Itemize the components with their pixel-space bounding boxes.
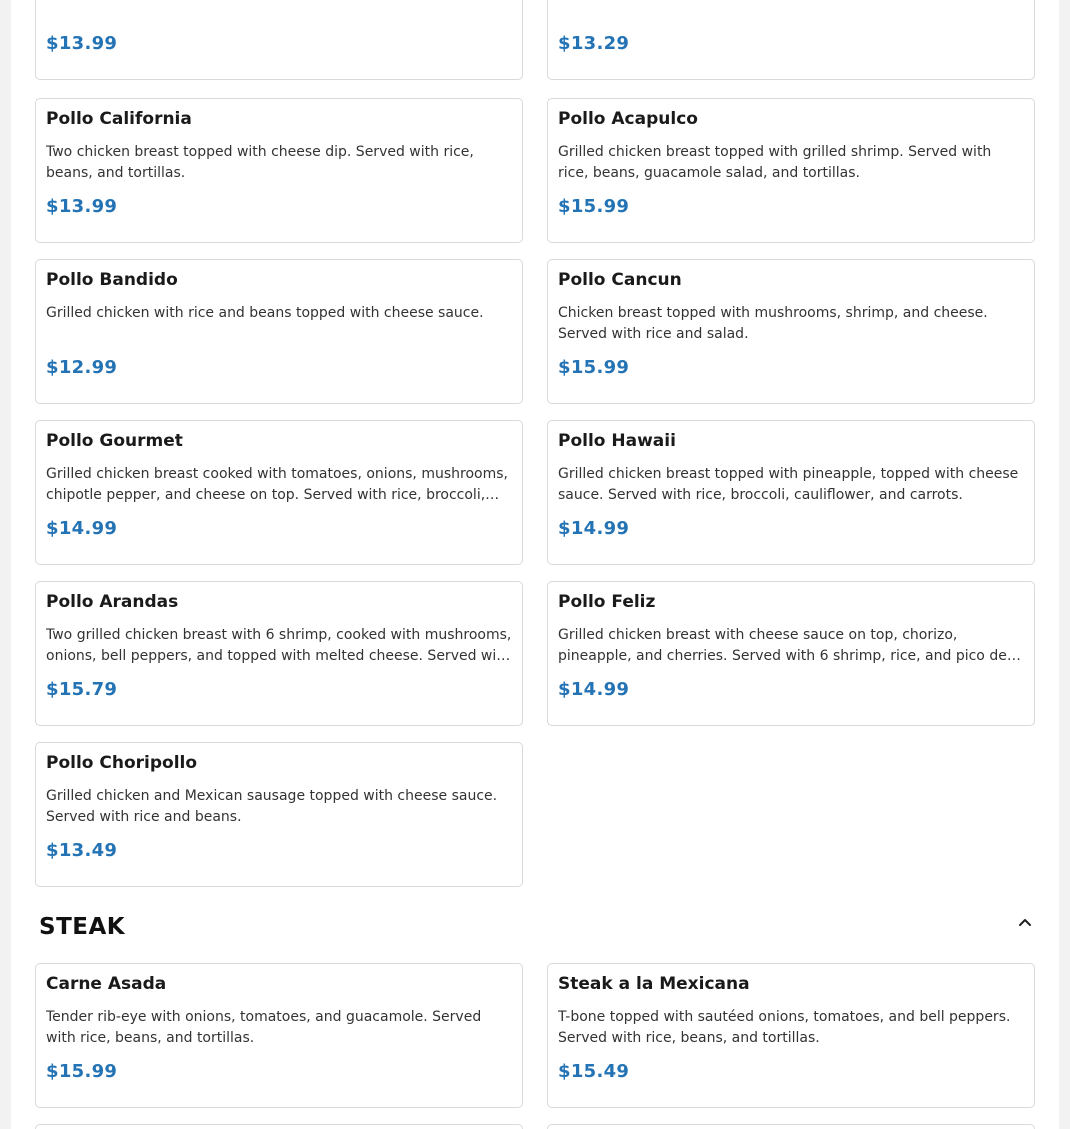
item-price: $14.99 bbox=[46, 518, 118, 539]
item-description: Two grilled chicken breast with 6 shrimp, cooked with mushrooms, onions, bell peppers, and topped with melted cheese. Served with bbox=[46, 627, 512, 664]
menu-item-card[interactable] bbox=[35, 742, 523, 887]
menu-item-card[interactable] bbox=[35, 259, 523, 404]
menu-item-card[interactable] bbox=[547, 581, 1035, 726]
item-name: Pollo California bbox=[46, 109, 192, 129]
menu-item-card[interactable] bbox=[35, 1124, 523, 1129]
item-price: $15.79 bbox=[46, 679, 118, 700]
menu-item-card[interactable] bbox=[547, 0, 1035, 80]
item-price: $15.99 bbox=[558, 357, 630, 378]
item-price: $15.99 bbox=[558, 196, 630, 217]
item-description: Grilled chicken breast topped with pineapple, topped with cheese sauce. Served with rice, broccoli, cauliflower, and carrots. bbox=[558, 466, 1019, 503]
item-name: Pollo Choripollo bbox=[46, 753, 198, 773]
menu-item-card[interactable] bbox=[547, 259, 1035, 404]
item-price: $13.99 bbox=[46, 196, 118, 217]
collapse-section-button[interactable] bbox=[1013, 912, 1037, 936]
item-price: $14.99 bbox=[558, 679, 630, 700]
item-name: Pollo Cancun bbox=[558, 270, 682, 290]
item-price: $15.49 bbox=[558, 1061, 630, 1082]
section-title: STEAK bbox=[39, 914, 126, 940]
item-name: Pollo Feliz bbox=[558, 592, 656, 612]
item-description bbox=[558, 0, 1024, 21]
menu-item-card[interactable] bbox=[547, 420, 1035, 565]
item-price: $13.29 bbox=[558, 33, 630, 54]
item-price: $13.49 bbox=[46, 840, 118, 861]
menu-item-card[interactable] bbox=[35, 98, 523, 243]
item-name: Steak a la Mexicana bbox=[558, 974, 750, 994]
item-description: Grilled chicken with rice and beans topped with cheese sauce. bbox=[46, 305, 484, 321]
menu-item-card[interactable] bbox=[35, 420, 523, 565]
menu-item-card[interactable] bbox=[547, 1124, 1035, 1129]
item-name: Pollo Acapulco bbox=[558, 109, 698, 129]
chevron-up-icon bbox=[1017, 914, 1033, 934]
item-price: $15.99 bbox=[46, 1061, 118, 1082]
menu-panel bbox=[11, 0, 1059, 1129]
item-name: Carne Asada bbox=[46, 974, 167, 994]
item-name: Pollo Bandido bbox=[46, 270, 178, 290]
item-price: $12.99 bbox=[46, 357, 118, 378]
item-description: Grilled chicken breast with cheese sauce on top, chorizo, pineapple, and cherries. Served with 6 shrimp, rice, and pico de bbox=[558, 627, 1007, 664]
menu-item-card[interactable] bbox=[35, 0, 523, 80]
item-price: $13.99 bbox=[46, 33, 118, 54]
item-description: T-bone topped with sautéed onions, tomatoes, and bell peppers. Served with rice, beans, and tortillas. bbox=[558, 1009, 1011, 1046]
item-price: $14.99 bbox=[558, 518, 630, 539]
item-name: Pollo Gourmet bbox=[46, 431, 183, 451]
item-description: Grilled chicken breast cooked with tomatoes, onions, mushrooms, chipotle pepper, and cheese on top. Served with rice, broccoli, bbox=[46, 466, 508, 503]
item-description: Tender rib-eye with onions, tomatoes, and guacamole. Served with rice, beans, and tortillas. bbox=[46, 1009, 482, 1046]
item-description: Grilled chicken and Mexican sausage topped with cheese sauce. Served with rice and beans. bbox=[46, 788, 498, 825]
menu-item-card[interactable] bbox=[547, 963, 1035, 1108]
item-description: Chicken breast topped with mushrooms, shrimp, and cheese. Served with rice and salad. bbox=[558, 305, 988, 342]
menu-item-card[interactable] bbox=[547, 98, 1035, 243]
menu-item-card[interactable] bbox=[35, 963, 523, 1108]
item-description: Grilled chicken breast topped with grilled shrimp. Served with rice, beans, guacamole salad, and tortillas. bbox=[558, 144, 992, 181]
item-description: Two chicken breast topped with cheese dip. Served with rice, beans, and tortillas. bbox=[46, 144, 474, 181]
item-name: Pollo Arandas bbox=[46, 592, 179, 612]
section-header-steak[interactable] bbox=[11, 908, 1059, 948]
menu-item-card[interactable] bbox=[35, 581, 523, 726]
item-description bbox=[46, 0, 512, 21]
item-name: Pollo Hawaii bbox=[558, 431, 676, 451]
